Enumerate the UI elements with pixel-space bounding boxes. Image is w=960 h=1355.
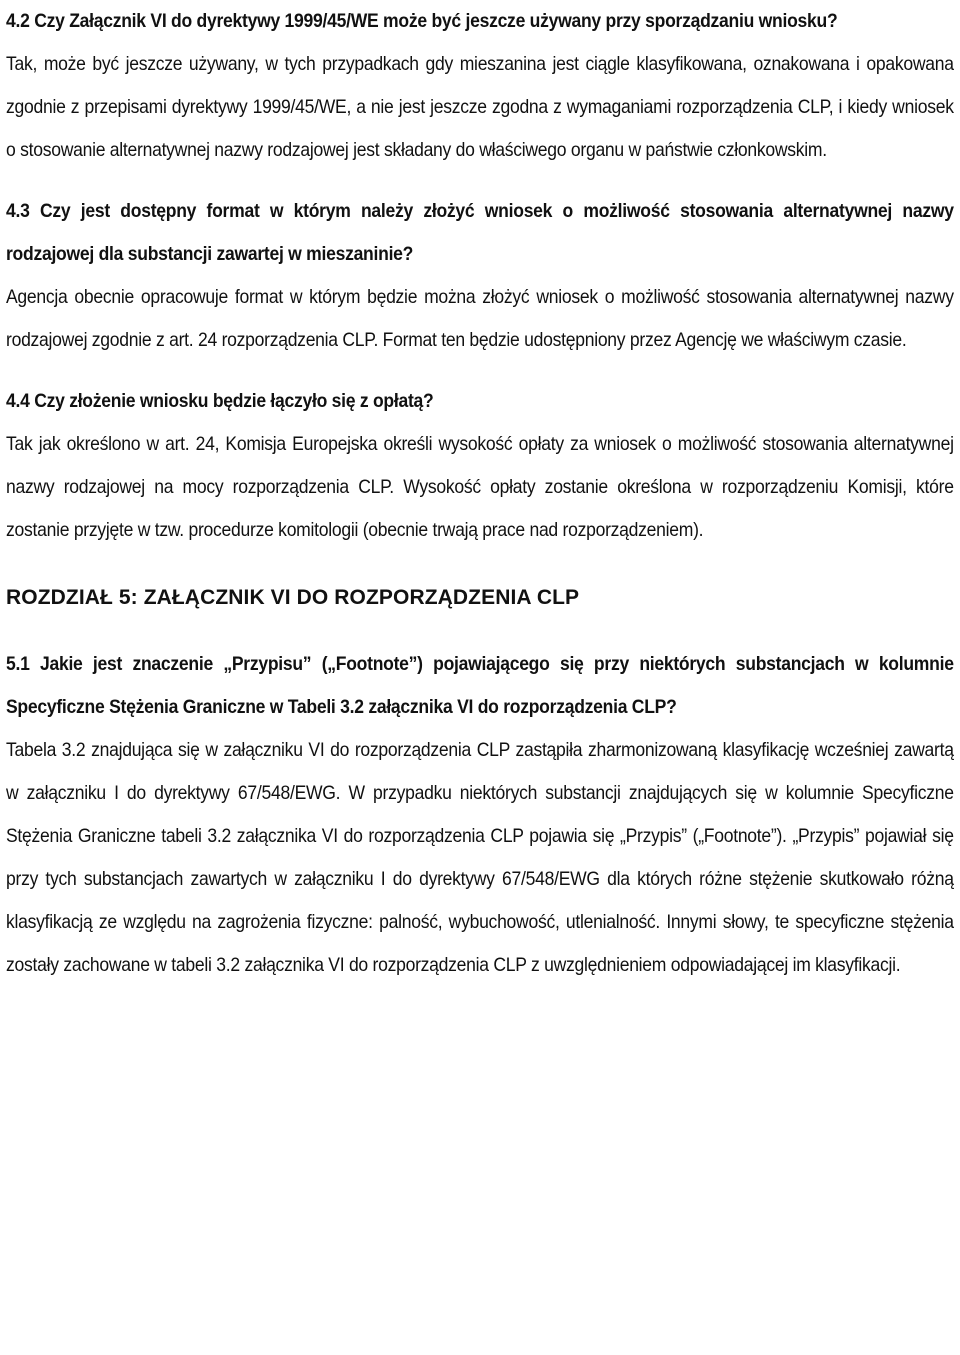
answer-4-2: Tak, może być jeszcze używany, w tych przypadkach gdy mieszanina jest ciągle klasyfikowana, oznakowana i opakowana zgodnie z przepisami dyrektywy 1999/45/WE, a nie jest jeszcze zgodna z wymaganiami rozporządzenia CLP, i kiedy wniosek o stosowanie alternatywnej nazwy rodzajowej jest składany do właściwego organu w państwie członkowskim. (6, 53, 954, 161)
chapter-heading: ROZDZIAŁ 5: ZAŁĄCZNIK VI DO ROZPORZĄDZENIA CLP (6, 586, 580, 609)
spacer (6, 619, 954, 643)
answer-5-1: Tabela 3.2 znajdująca się w załączniku VI do rozporządzenia CLP zastąpiła zharmonizowaną klasyfikację wcześniej zawartą w załączniku I do dyrektywy 67/548/EWG. W przypadku niektórych substancji znajdujących się w kolumnie Specyficzne Stężenia Graniczne tabeli 3.2 załącznika VI do rozporządzenia CLP pojawia się „Przypis” („Footnote”). „Przypis” pojawiał się przy tych substancjach zawartych w załączniku I do dyrektywy 67/548/EWG dla których różne stężenie skutkowało różną klasyfikacją ze względu na zagrożenia fizyczne: palność, wybuchowość, utlenialność. Innymi słowy, te specyficzne stężenia zostały zachowane w tabeli 3.2 załącznika VI do rozporządzenia CLP z uwzględnieniem odpowiadającej im klasyfikacji. (6, 739, 954, 976)
document-page (6, 0, 954, 987)
spacer (6, 362, 954, 380)
question-4-3: 4.3 Czy jest dostępny format w którym należy złożyć wniosek o możliwość stosowania alternatywnej nazwy rodzajowej dla substancji zawartej w mieszaninie? (6, 200, 954, 265)
spacer (6, 172, 954, 190)
answer-4-4: Tak jak określono w art. 24, Komisja Europejska określi wysokość opłaty za wniosek o możliwość stosowania alternatywnej nazwy rodzajowej na mocy rozporządzenia CLP. Wysokość opłaty zostanie określona w rozporządzeniu Komisji, które zostanie przyjęte w tzw. procedurze komitologii (obecnie trwają prace nad rozporządzeniem). (6, 433, 954, 541)
question-4-4: 4.4 Czy złożenie wniosku będzie łączyło się z opłatą? (6, 390, 434, 412)
question-5-1: 5.1 Jakie jest znaczenie „Przypisu” („Footnote”) pojawiającego się przy niektórych substancjach w kolumnie Specyficzne Stężenia Graniczne w Tabeli 3.2 załącznika VI do rozporządzenia CLP? (6, 653, 954, 718)
question-4-2: 4.2 Czy Załącznik VI do dyrektywy 1999/45/WE może być jeszcze używany przy sporządzaniu wniosku? (6, 10, 838, 32)
answer-4-3: Agencja obecnie opracowuje format w którym będzie można złożyć wniosek o możliwość stosowania alternatywnej nazwy rodzajowej zgodnie z art. 24 rozporządzenia CLP. Format ten będzie udostępniony przez Agencję we właściwym czasie. (6, 286, 954, 351)
spacer (6, 552, 954, 576)
